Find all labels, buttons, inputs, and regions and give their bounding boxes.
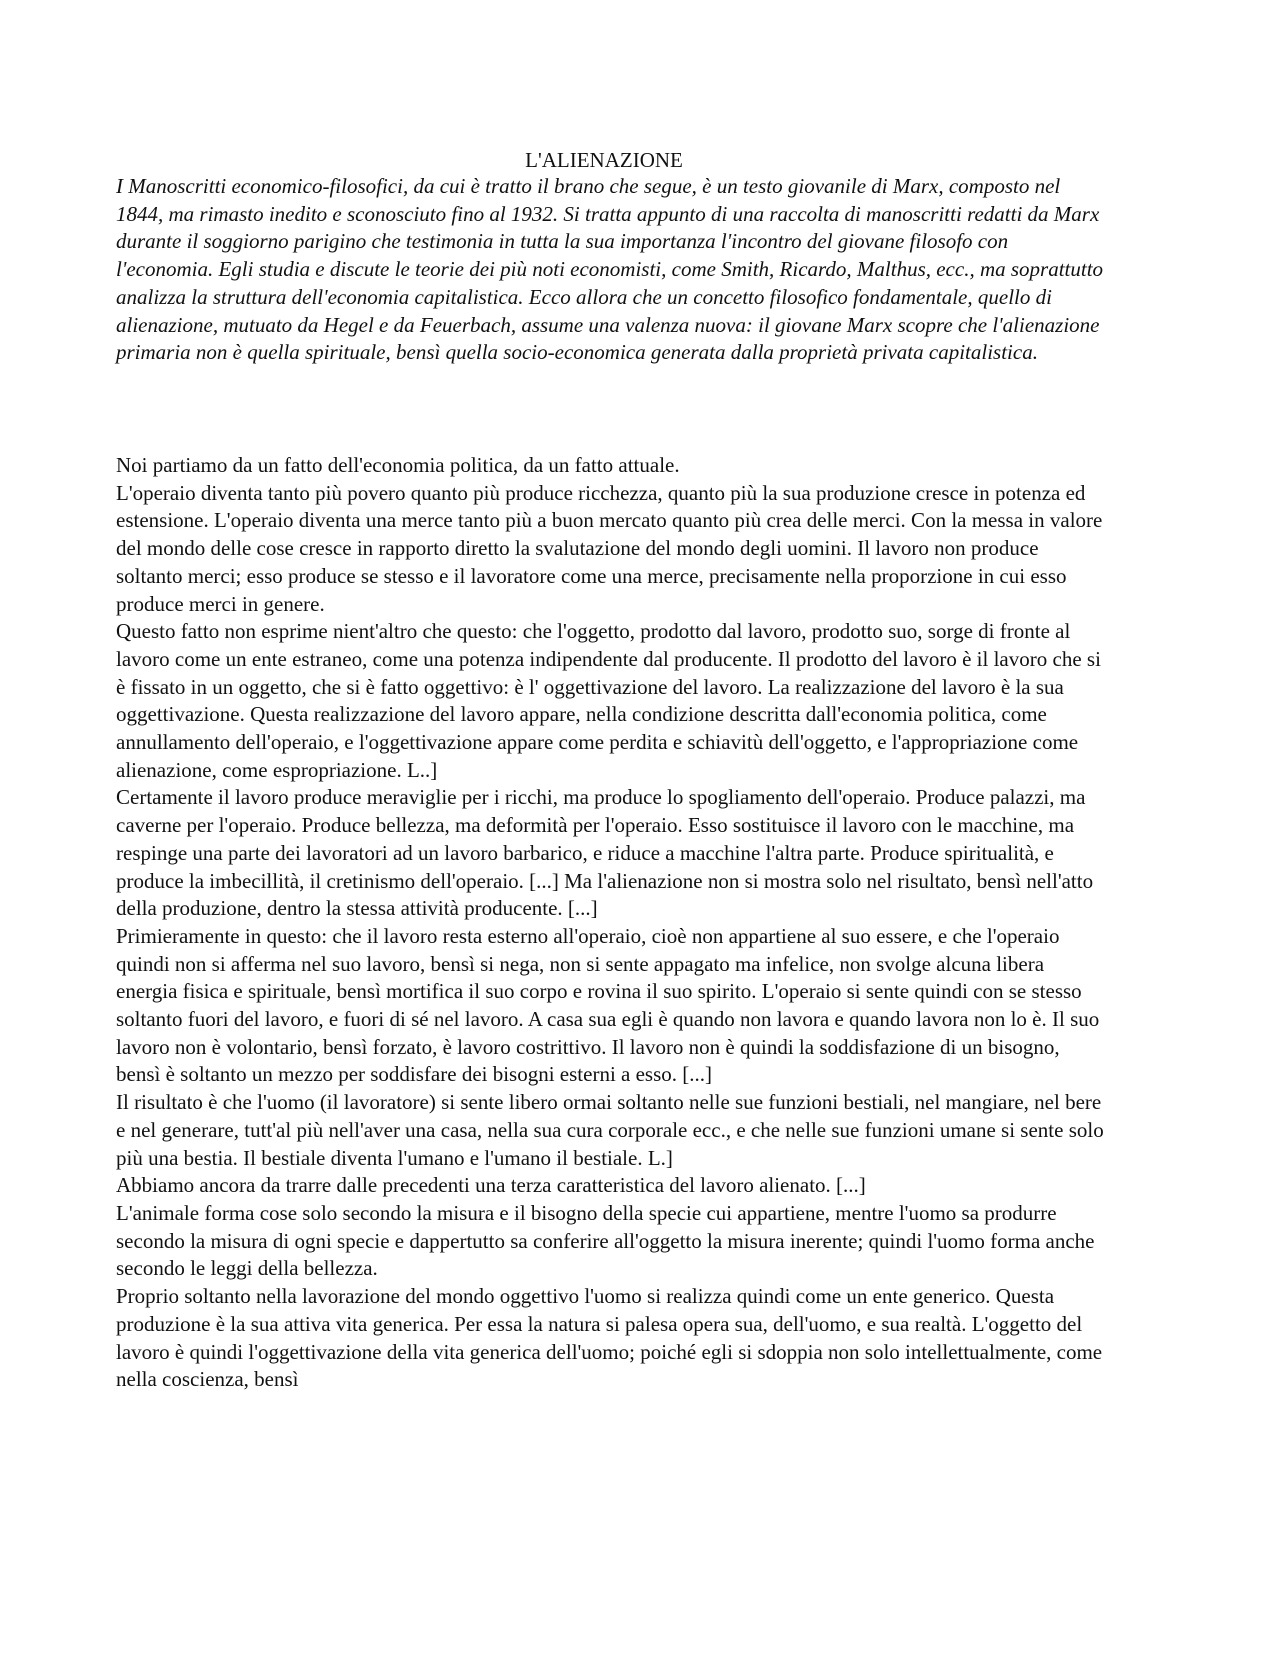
body-paragraph: Questo fatto non esprime nient'altro che questo: che l'oggetto, prodotto dal lavoro, prodotto suo, sorge di fronte al lavoro come un ente estraneo, come una potenza indipendente dal producente. Il prodotto del lavoro è il lavoro che si è fissato in un oggetto, che si è fatto oggettivo: è l' oggettivazione del lavoro. La realizzazione del lavoro è la sua oggettivazione. Questa realizzazione del lavoro appare, nella condizione descritta dall'economia politica, come annullamento dell'operaio, e l'oggettivazione appare come perdita e schiavitù dell'oggetto, e l'appropriazione come alienazione, come espropriazione. L..] <box>116 619 1101 782</box>
body-paragraph: Il risultato è che l'uomo (il lavoratore) si sente libero ormai soltanto nelle sue funzioni bestiali, nel mangiare, nel bere e nel generare, tutt'al più nell'aver una casa, nella sua cura corporale ecc., e che nelle sue funzioni umane si sente solo più una bestia. Il bestiale diventa l'umano e l'umano il bestiale. L.] <box>116 1090 1104 1170</box>
body-paragraph: L'animale forma cose solo secondo la misura e il bisogno della specie cui appartiene, mentre l'uomo sa produrre secondo la misura di ogni specie e dappertutto sa conferire all'oggetto la misura inerente; quindi l'uomo forma anche secondo le leggi della bellezza. <box>116 1200 1095 1281</box>
body-paragraph: Noi partiamo da un fatto dell'economia politica, da un fatto attuale. <box>116 453 680 477</box>
body-paragraph: Proprio soltanto nella lavorazione del mondo oggettivo l'uomo si realizza quindi come un ente generico. Questa produzione è la sua attiva vita generica. Per essa la natura si palesa opera sua, dell'uomo, e sua realtà. L'oggetto del lavoro è quindi l'oggettivazione della vita generica dell'uomo; poiché egli si sdoppia non solo intellettualmente, come nella coscienza, bensì <box>116 1284 1103 1392</box>
body-paragraph: Abbiamo ancora da trarre dalle precedenti una terza caratteristica del lavoro alienato. [...] <box>116 1173 866 1198</box>
body-paragraph: Certamente il lavoro produce meraviglie per i ricchi, ma produce lo spogliamento dell'operaio. Produce palazzi, ma caverne per l'operaio. Produce bellezza, ma deformità per l'operaio. Esso sostituisce il lavoro con le macchine, ma respinge una parte dei lavoratori ad un lavoro barbarico, e riduce a macchine l'altra parte. Produce spiritualità, e produce la imbecillità, il cretinismo dell'operaio. [...] Ma l'alienazione non si mostra solo nel risultato, bensì nell'atto della produzione, dentro la stessa attività producente. [...] <box>116 785 1094 921</box>
body-text <box>116 452 1106 1394</box>
document-title: L'ALIENAZIONE <box>525 148 683 172</box>
intro-paragraph: I Manoscritti economico-filosofici, da cui è tratto il brano che segue, è un testo giovanile di Marx, composto nel 1844, ma rimasto inedito e sconosciuto fino al 1932. Si tratta appunto di una raccolta di manoscritti redatti da Marx durante il soggiorno parigino che testimonia in tutta la sua importanza l'incontro del giovane filosofo con l'economia. Egli studia e discute le teorie dei più noti economisti, come Smith, Ricardo, Malthus, ecc., ma soprattutto analizza la struttura dell'economia capitalistica. Ecco allora che un concetto filosofico fondamentale, quello di alienazione, mutuato da Hegel e da Feuerbach, assume una valenza nuova: il giovane Marx scopre che l'alienazione primaria non è quella spirituale, bensì quella socio-economica generata dalla proprietà privata capitalistica. <box>116 174 1104 365</box>
body-paragraph: L'operaio diventa tanto più povero quanto più produce ricchezza, quanto più la sua produzione cresce in potenza ed estensione. L'operaio diventa una merce tanto più a buon mercato quanto più crea delle merci. Con la messa in valore del mondo delle cose cresce in rapporto diretto la svalutazione del mondo degli uomini. Il lavoro non produce soltanto merci; esso produce se stesso e il lavoratore come una merce, precisamente nella proporzione in cui esso produce merci in genere. <box>116 480 1103 616</box>
body-paragraph: Primieramente in questo: che il lavoro resta esterno all'operaio, cioè non appartiene al suo essere, e che l'operaio quindi non si afferma nel suo lavoro, bensì si nega, non si sente appagato ma infelice, non svolge alcuna libera energia fisica e spirituale, bensì mortifica il suo corpo e rovina il suo spirito. L'operaio si sente quindi con se stesso soltanto fuori del lavoro, e fuori di sé nel lavoro. A casa sua egli è quando non lavora e quando lavora non lo è. Il suo lavoro non è volontario, bensì forzato, è lavoro costrittivo. Il lavoro non è quindi la soddisfazione di un bisogno, bensì è soltanto un mezzo per soddisfare dei bisogni esterni a esso. [...] <box>116 923 1100 1087</box>
